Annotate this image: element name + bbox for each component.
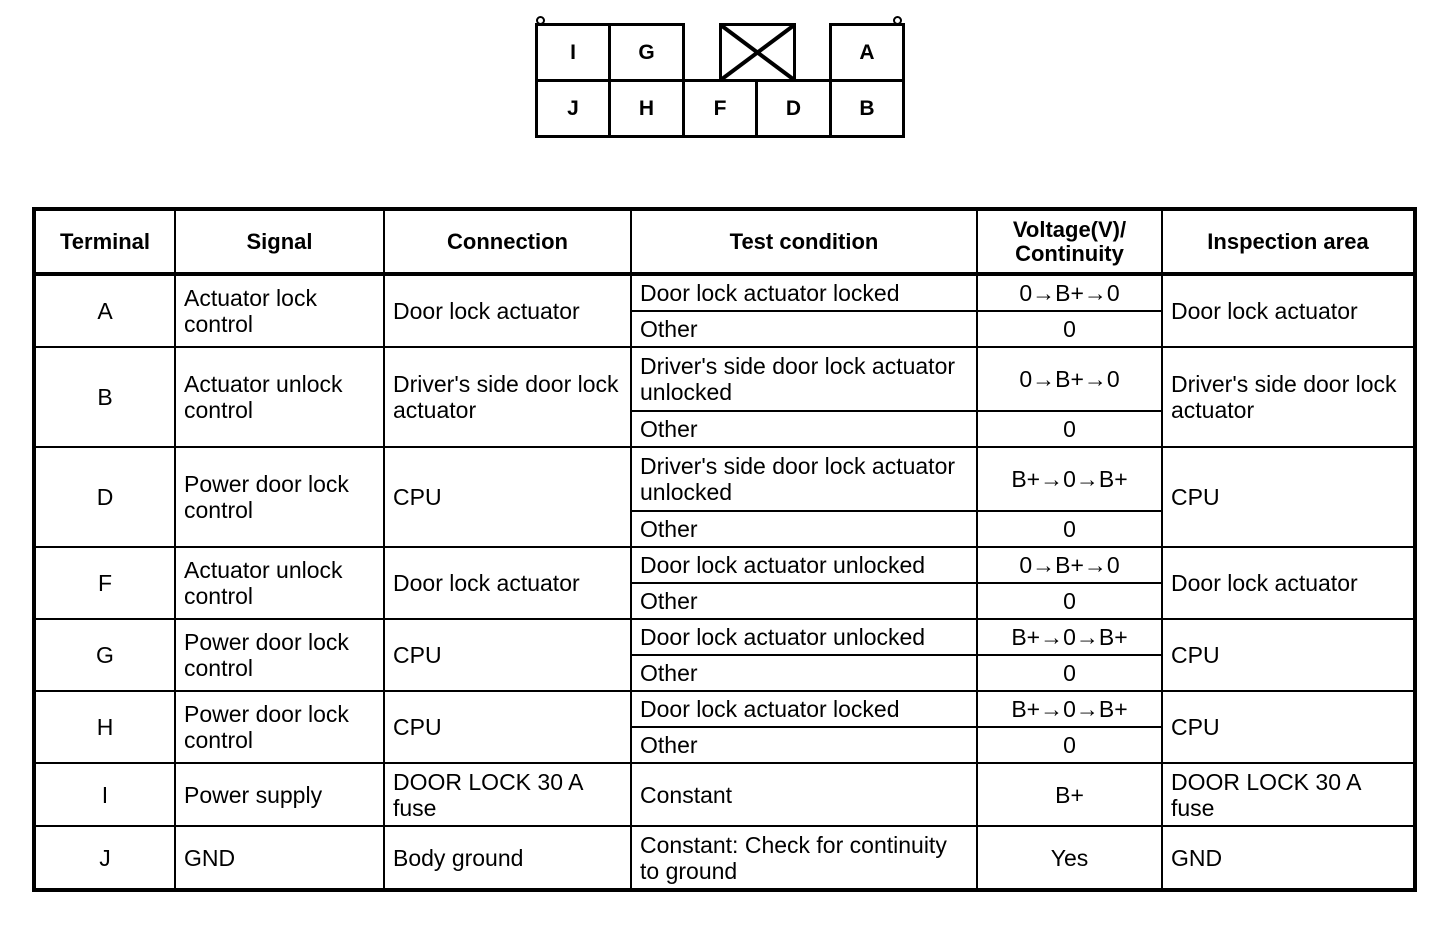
voltage-cell: 0 bbox=[977, 411, 1162, 447]
terminal-cell: H bbox=[34, 691, 175, 763]
voltage-cell: B+→0→B+ bbox=[977, 619, 1162, 655]
blank-pin-cross-icon bbox=[722, 26, 793, 79]
voltage-cell: 0 bbox=[977, 655, 1162, 691]
inspection-area-cell: Driver's side door lock actuator bbox=[1162, 347, 1415, 447]
inspection-area-cell: Door lock actuator bbox=[1162, 274, 1415, 347]
signal-cell: Power supply bbox=[175, 763, 384, 826]
table-row bbox=[34, 347, 1415, 411]
voltage-cell: 0 bbox=[977, 583, 1162, 619]
terminal-cell: J bbox=[34, 826, 175, 890]
inspection-area-cell: CPU bbox=[1162, 619, 1415, 691]
table-row bbox=[34, 763, 1415, 826]
connection-cell: CPU bbox=[384, 691, 631, 763]
voltage-cell: 0 bbox=[977, 511, 1162, 547]
connection-cell: DOOR LOCK 30 A fuse bbox=[384, 763, 631, 826]
signal-cell: Power door lock control bbox=[175, 691, 384, 763]
table-header-row bbox=[34, 209, 1415, 274]
voltage-cell: 0 bbox=[977, 727, 1162, 763]
voltage-cell: B+→0→B+ bbox=[977, 447, 1162, 511]
test-condition-cell: Other bbox=[631, 311, 977, 347]
test-condition-cell: Other bbox=[631, 655, 977, 691]
terminal-cell: F bbox=[34, 547, 175, 619]
test-condition-cell: Other bbox=[631, 727, 977, 763]
inspection-area-cell: CPU bbox=[1162, 691, 1415, 763]
terminal-cell: D bbox=[34, 447, 175, 547]
voltage-cell: 0→B+→0 bbox=[977, 547, 1162, 583]
test-condition-cell: Driver's side door lock actuator unlocked bbox=[631, 447, 977, 511]
voltage-cell: 0→B+→0 bbox=[977, 274, 1162, 311]
signal-cell: GND bbox=[175, 826, 384, 890]
signal-cell: Actuator lock control bbox=[175, 274, 384, 347]
test-condition-cell: Door lock actuator locked bbox=[631, 691, 977, 727]
test-condition-cell: Constant bbox=[631, 763, 977, 826]
table-row bbox=[34, 619, 1415, 655]
header-terminal: Terminal bbox=[34, 209, 175, 274]
pin-blank-crossed bbox=[719, 23, 796, 82]
table-row bbox=[34, 826, 1415, 890]
voltage-cell: Yes bbox=[977, 826, 1162, 890]
test-condition-cell: Other bbox=[631, 583, 977, 619]
test-condition-cell: Door lock actuator locked bbox=[631, 274, 977, 311]
header-connection: Connection bbox=[384, 209, 631, 274]
inspection-area-cell: GND bbox=[1162, 826, 1415, 890]
inspection-area-cell: CPU bbox=[1162, 447, 1415, 547]
pin-F: F bbox=[682, 79, 758, 138]
voltage-cell: B+ bbox=[977, 763, 1162, 826]
connection-cell: CPU bbox=[384, 619, 631, 691]
pin-A: A bbox=[829, 23, 905, 82]
table-row bbox=[34, 691, 1415, 727]
pin-D: D bbox=[755, 79, 832, 138]
signal-cell: Power door lock control bbox=[175, 447, 384, 547]
test-condition-cell: Other bbox=[631, 411, 977, 447]
header-inspection-area: Inspection area bbox=[1162, 209, 1415, 274]
connection-cell: Body ground bbox=[384, 826, 631, 890]
test-condition-cell: Other bbox=[631, 511, 977, 547]
connection-cell: Driver's side door lock actuator bbox=[384, 347, 631, 447]
inspection-area-cell: Door lock actuator bbox=[1162, 547, 1415, 619]
connection-cell: CPU bbox=[384, 447, 631, 547]
header-voltage-continuity: Voltage(V)/ Continuity bbox=[977, 209, 1162, 274]
pin-G: G bbox=[608, 23, 685, 82]
voltage-cell: 0→B+→0 bbox=[977, 347, 1162, 411]
table-row bbox=[34, 274, 1415, 311]
signal-cell: Actuator unlock control bbox=[175, 547, 384, 619]
connection-cell: Door lock actuator bbox=[384, 274, 631, 347]
connector-diagram bbox=[530, 12, 910, 142]
test-condition-cell: Door lock actuator unlocked bbox=[631, 619, 977, 655]
terminal-cell: A bbox=[34, 274, 175, 347]
terminal-cell: I bbox=[34, 763, 175, 826]
table-row bbox=[34, 547, 1415, 583]
signal-cell: Actuator unlock control bbox=[175, 347, 384, 447]
test-condition-cell: Constant: Check for continuity to ground bbox=[631, 826, 977, 890]
pin-H: H bbox=[608, 79, 685, 138]
table-row bbox=[34, 447, 1415, 511]
pin-I: I bbox=[535, 23, 611, 82]
signal-cell: Power door lock control bbox=[175, 619, 384, 691]
inspection-area-cell: DOOR LOCK 30 A fuse bbox=[1162, 763, 1415, 826]
pin-J: J bbox=[535, 79, 611, 138]
terminal-cell: B bbox=[34, 347, 175, 447]
voltage-cell: 0 bbox=[977, 311, 1162, 347]
header-signal: Signal bbox=[175, 209, 384, 274]
terminal-inspection-table bbox=[32, 207, 1417, 892]
connection-cell: Door lock actuator bbox=[384, 547, 631, 619]
terminal-cell: G bbox=[34, 619, 175, 691]
voltage-cell: B+→0→B+ bbox=[977, 691, 1162, 727]
test-condition-cell: Door lock actuator unlocked bbox=[631, 547, 977, 583]
pin-B: B bbox=[829, 79, 905, 138]
test-condition-cell: Driver's side door lock actuator unlocked bbox=[631, 347, 977, 411]
header-test-condition: Test condition bbox=[631, 209, 977, 274]
